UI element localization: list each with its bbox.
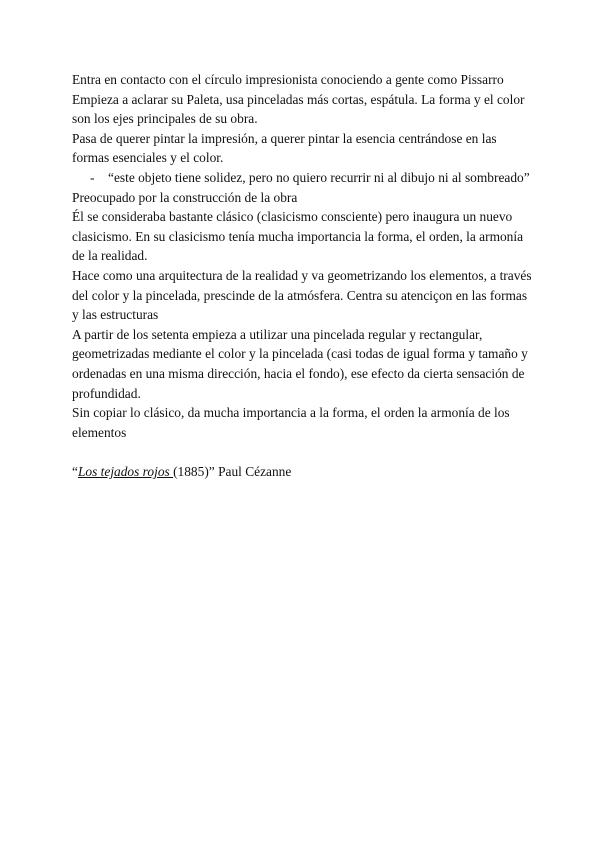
- paragraph-pincelada: A partir de los setenta empieza a utilizar una pincelada regular y rectangular, geometrizadas mediante el color y la pincelada (casi todas de igual forma y tamaño y ordenadas en una misma dirección, hacia el fondo), ese efecto da cierta sensación de profundidad.: [72, 326, 528, 401]
- artwork-caption: [72, 462, 532, 482]
- bullet-quote-text: “este objeto tiene solidez, pero no quiero recurrir ni al dibujo ni al sombreado”: [108, 169, 530, 185]
- blank-line: [72, 442, 532, 462]
- bullet-marker: -: [90, 169, 95, 185]
- paragraph-sin-copiar: Sin copiar lo clásico, da mucha importancia a la forma, el orden la armonía de los elementos: [72, 405, 510, 440]
- paragraph-pissarro: Entra en contacto con el círculo impresionista conociendo a gente como Pissarro: [72, 72, 504, 87]
- paragraph-paleta: Empieza a aclarar su Paleta, usa pinceladas más cortas, espátula. La forma y el color son los ejes principales de su obra.: [72, 91, 525, 127]
- caption-date-artist: (1885)” Paul Cézanne: [173, 463, 292, 479]
- document-body: [72, 70, 532, 481]
- paragraph-impresion: Pasa de querer pintar la impresión, a querer pintar la esencia centrándose en las formas esenciales y el color.: [72, 130, 497, 166]
- bullet-quote: [72, 168, 532, 188]
- paragraph-construccion: Preocupado por la construcción de la obra: [72, 189, 298, 205]
- paragraph-arquitectura: Hace como una arquitectura de la realidad y va geometrizando los elementos, a través del color y la pincelada, prescinde de la atmósfera. Centra su atenciçon en las formas y las estructuras: [72, 267, 532, 323]
- caption-open-quote: “: [72, 463, 78, 479]
- caption-artwork-title: Los tejados rojos: [77, 463, 174, 479]
- paragraph-clasicismo: Él se consideraba bastante clásico (clasicismo consciente) pero inaugura un nuevo clasicismo. En su clasicismo tenía mucha importancia la forma, el orden, la armonía de la realidad.: [72, 209, 524, 264]
